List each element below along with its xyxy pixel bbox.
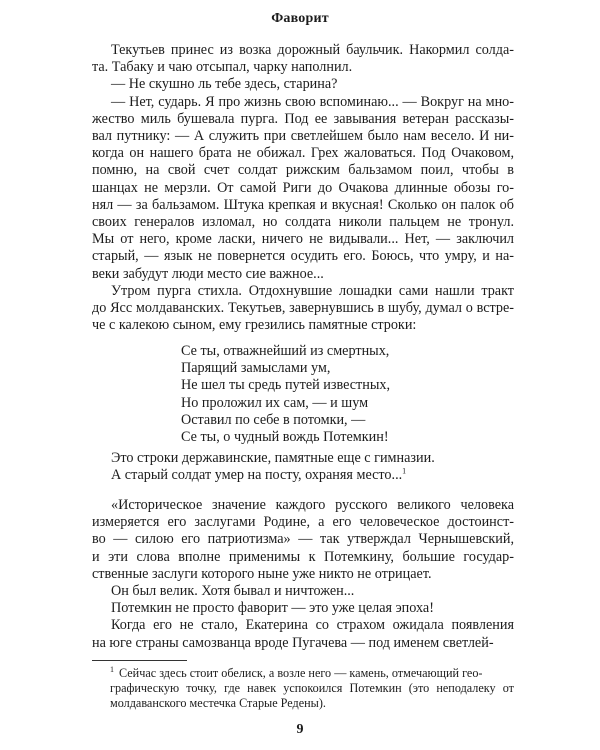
text-line: и эти слова вполне применимы к Потемкину, большие государ- (92, 548, 514, 565)
footnote-line: графическую точку, где навек успокоился Потемкин (это неподалеку от (110, 681, 514, 695)
body-text-section-1 (92, 42, 514, 334)
page-number: 9 (296, 722, 304, 737)
text-line: жество миль бушевала пурга. Под ее завывания ветеран рассказы- (92, 110, 514, 127)
text-line: веки забудут люди место сие важное... (92, 265, 324, 282)
text-line: «Историческое значение каждого русского великого человека (111, 497, 514, 513)
verse-quote (181, 343, 390, 446)
text-line: — Нет, сударь. Я про жизнь свою вспоминаю... — Вокруг на мно- (111, 93, 514, 110)
paragraph (92, 42, 514, 76)
footnote (92, 666, 514, 711)
text-line: та. Табаку и чаю отсыпал, чарку наполнил. (92, 59, 353, 76)
footnote-reference[interactable]: 1 (402, 466, 407, 476)
verse-line: Оставил по себе в потомки, — (181, 411, 366, 428)
text-line: измеряется его заслугами Родине, а его человеческое достоинст- (92, 514, 514, 531)
text-line: своих генералов изломал, но солдата николи пальцем не тронул. (92, 214, 514, 231)
paragraph (92, 583, 514, 600)
paragraph (92, 617, 514, 651)
footnote-rule (92, 660, 187, 661)
text-line: Текутьев принес из возка дорожный баульчик. Накормил солда- (111, 42, 514, 58)
paragraph (92, 600, 514, 617)
paragraph (92, 450, 514, 467)
text-line: Мы от него, кроме ласки, ничего не видывали... Нет, — заключил (92, 231, 514, 248)
footnote-line: молдаванского местечка Старые Редены). (110, 696, 326, 710)
text-line: Он был велик. Хотя бывал и ничтожен... (111, 583, 355, 600)
verse-line: Се ты, отважнейший из смертных, (181, 343, 390, 359)
text-line: Потемкин не просто фаворит — это уже целая эпоха! (111, 600, 434, 617)
text-line: Когда его не стало, Екатерина со страхом ожидала появления (111, 617, 514, 634)
running-header: Фаворит (271, 11, 329, 26)
text-line: че с калекою сыном, ему грезились памятные строки: (92, 317, 417, 334)
text-line: во — силою его патриотизма» — так утверждал Чернышевский, (92, 531, 514, 548)
paragraph (92, 467, 514, 484)
verse-line: Парящий замыслами ум, (181, 360, 331, 377)
text-line: до Ясс молдаванских. Текутьев, завернувшись в шубу, думал о встре- (92, 300, 514, 317)
text-line: А старый солдат умер на посту, охраняя место...$^1$ (111, 466, 407, 484)
footnote-text (92, 666, 514, 711)
body-text-section-3 (92, 497, 514, 652)
paragraph (92, 76, 514, 93)
text-line: вал путнику: — А служить при светлейшем было нам весело. И ни- (92, 128, 514, 145)
verse-line: Но проложил их сам, — и шум (181, 394, 369, 411)
verse-line: Се ты, о чудный вождь Потемкин! (181, 429, 389, 446)
text-line: шанцах не мерзли. От самой Риги до Очакова длинные обозы го- (92, 179, 514, 196)
text-line: на юге страны самозванца вроде Пугачева — под именем светлей- (92, 634, 494, 651)
text-line: помню, на свой счет солдат рижским бальзамом поил, чтобы в (92, 162, 514, 179)
verse-line: Не шел ты средь путей известных, (181, 377, 391, 394)
paragraph (92, 283, 514, 335)
footnote-number: 1 (110, 664, 114, 674)
text-line: старый, — язык не повернется осудить его. Боюсь, что умру, и на- (92, 248, 514, 265)
text-line: Утром пурга стихла. Отдохнувшие лошадки сами нашли тракт (111, 282, 514, 299)
paragraph (92, 497, 514, 583)
text-line: ственные заслуги которого ныне уже никто не отрицает. (92, 565, 432, 582)
text-line: — Не скушно ль тебе здесь, старина? (111, 76, 338, 93)
paragraph (92, 94, 514, 283)
body-text-section-2 (92, 450, 514, 484)
text-line: Это строки державинские, памятные еще с гимназии. (111, 450, 435, 466)
text-line: когда он нашего брата не обижал. Грех жаловаться. Под Очаковом, (92, 145, 514, 162)
footnote-line: Сейчас здесь стоит обелиск, а возле него — камень, отмечающий гео- (119, 666, 483, 680)
text-line: нял — за бальзамом. Штука крепкая и вкусная! Сколько он палок об (92, 196, 514, 213)
